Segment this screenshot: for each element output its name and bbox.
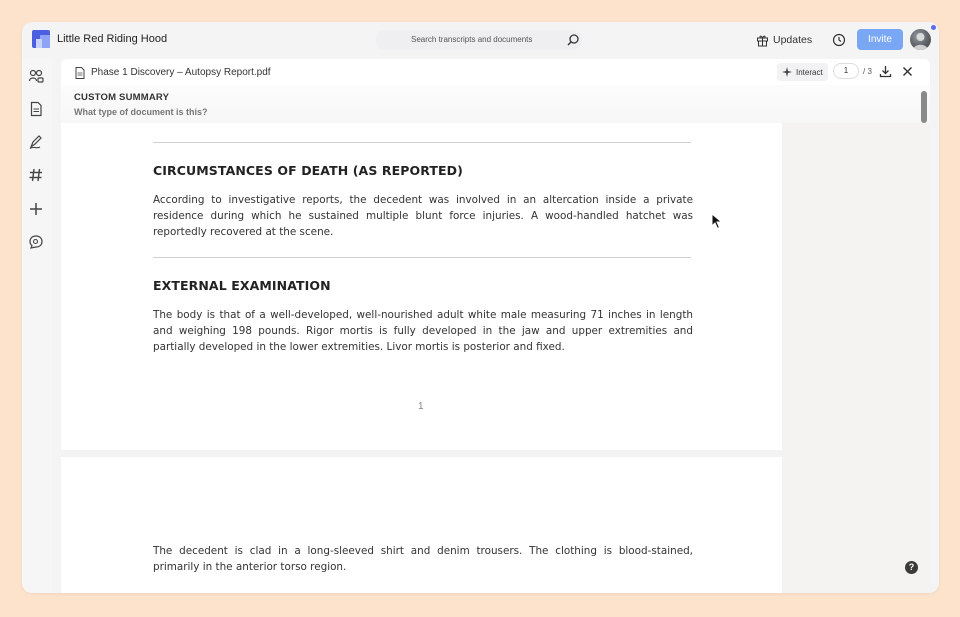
file-icon <box>75 67 85 79</box>
document-panel <box>61 59 930 593</box>
sparkle-icon <box>782 67 792 77</box>
pdf-page-1 <box>61 123 782 450</box>
clock-icon[interactable] <box>832 33 846 47</box>
download-icon[interactable] <box>879 65 892 78</box>
right-pane <box>783 123 930 593</box>
top-bar <box>22 22 939 58</box>
section-title: EXTERNAL EXAMINATION <box>153 278 331 293</box>
page-number: 1 <box>418 401 424 412</box>
mouse-cursor-icon <box>711 213 723 230</box>
document-title: Phase 1 Discovery – Autopsy Report.pdf <box>91 67 271 78</box>
app-logo-icon[interactable] <box>32 30 50 48</box>
avatar[interactable] <box>910 29 931 50</box>
section-title: CIRCUMSTANCES OF DEATH (AS REPORTED) <box>153 163 463 178</box>
updates-label: Updates <box>773 34 813 46</box>
left-rail <box>22 58 52 593</box>
people-icon[interactable] <box>28 68 44 84</box>
document-header <box>61 59 930 85</box>
avatar-photo-icon <box>910 29 931 50</box>
app-window <box>22 22 939 593</box>
plus-icon[interactable] <box>28 201 44 217</box>
page-total: / 3 <box>863 67 872 76</box>
section-paragraph: According to investigative reports, the decedent was involved in an altercation inside a private residence during which he sustained multiple blunt force injuries. A wood-handled hatchet was reportedly recovered at the scene. <box>153 194 693 238</box>
notification-dot <box>931 25 936 30</box>
app-title[interactable]: Little Red Riding Hood <box>57 33 168 45</box>
page-number-input[interactable]: 1 <box>833 63 859 79</box>
section-divider <box>153 142 691 143</box>
hashtag-icon[interactable] <box>28 167 44 183</box>
summary-heading: CUSTOM SUMMARY <box>74 92 170 103</box>
close-icon[interactable] <box>902 66 913 77</box>
search-icon[interactable] <box>566 33 580 47</box>
custom-summary <box>61 85 930 123</box>
pdf-page-2 <box>61 457 782 593</box>
scrollbar-thumb[interactable] <box>921 91 927 123</box>
section-paragraph: The body is that of a well-developed, well-nourished adult white male measuring 71 inches in length and weighing 198 pounds. Rigor mortis is fully developed in the jaw and upper extremities and partially developed in the lower extremities. Livor mortis is posterior and fixed. <box>153 309 693 353</box>
search-input[interactable]: Search transcripts and documents <box>411 35 533 44</box>
section-divider <box>153 257 691 258</box>
updates-button[interactable] <box>756 31 812 49</box>
interact-label: Interact <box>796 67 823 77</box>
chat-search-icon[interactable] <box>28 234 44 250</box>
help-button[interactable]: ? <box>905 561 918 574</box>
summary-question[interactable]: What type of document is this? <box>74 107 208 117</box>
pen-icon[interactable] <box>28 134 44 150</box>
search-bar[interactable] <box>376 30 582 50</box>
interact-button[interactable] <box>777 63 828 81</box>
document-icon[interactable] <box>28 101 44 117</box>
section-paragraph: The decedent is clad in a long-sleeved shirt and denim trousers. The clothing is blood-stained, primarily in the anterior torso region. <box>153 545 693 573</box>
gift-icon <box>756 34 769 47</box>
invite-button[interactable]: Invite <box>857 29 903 50</box>
